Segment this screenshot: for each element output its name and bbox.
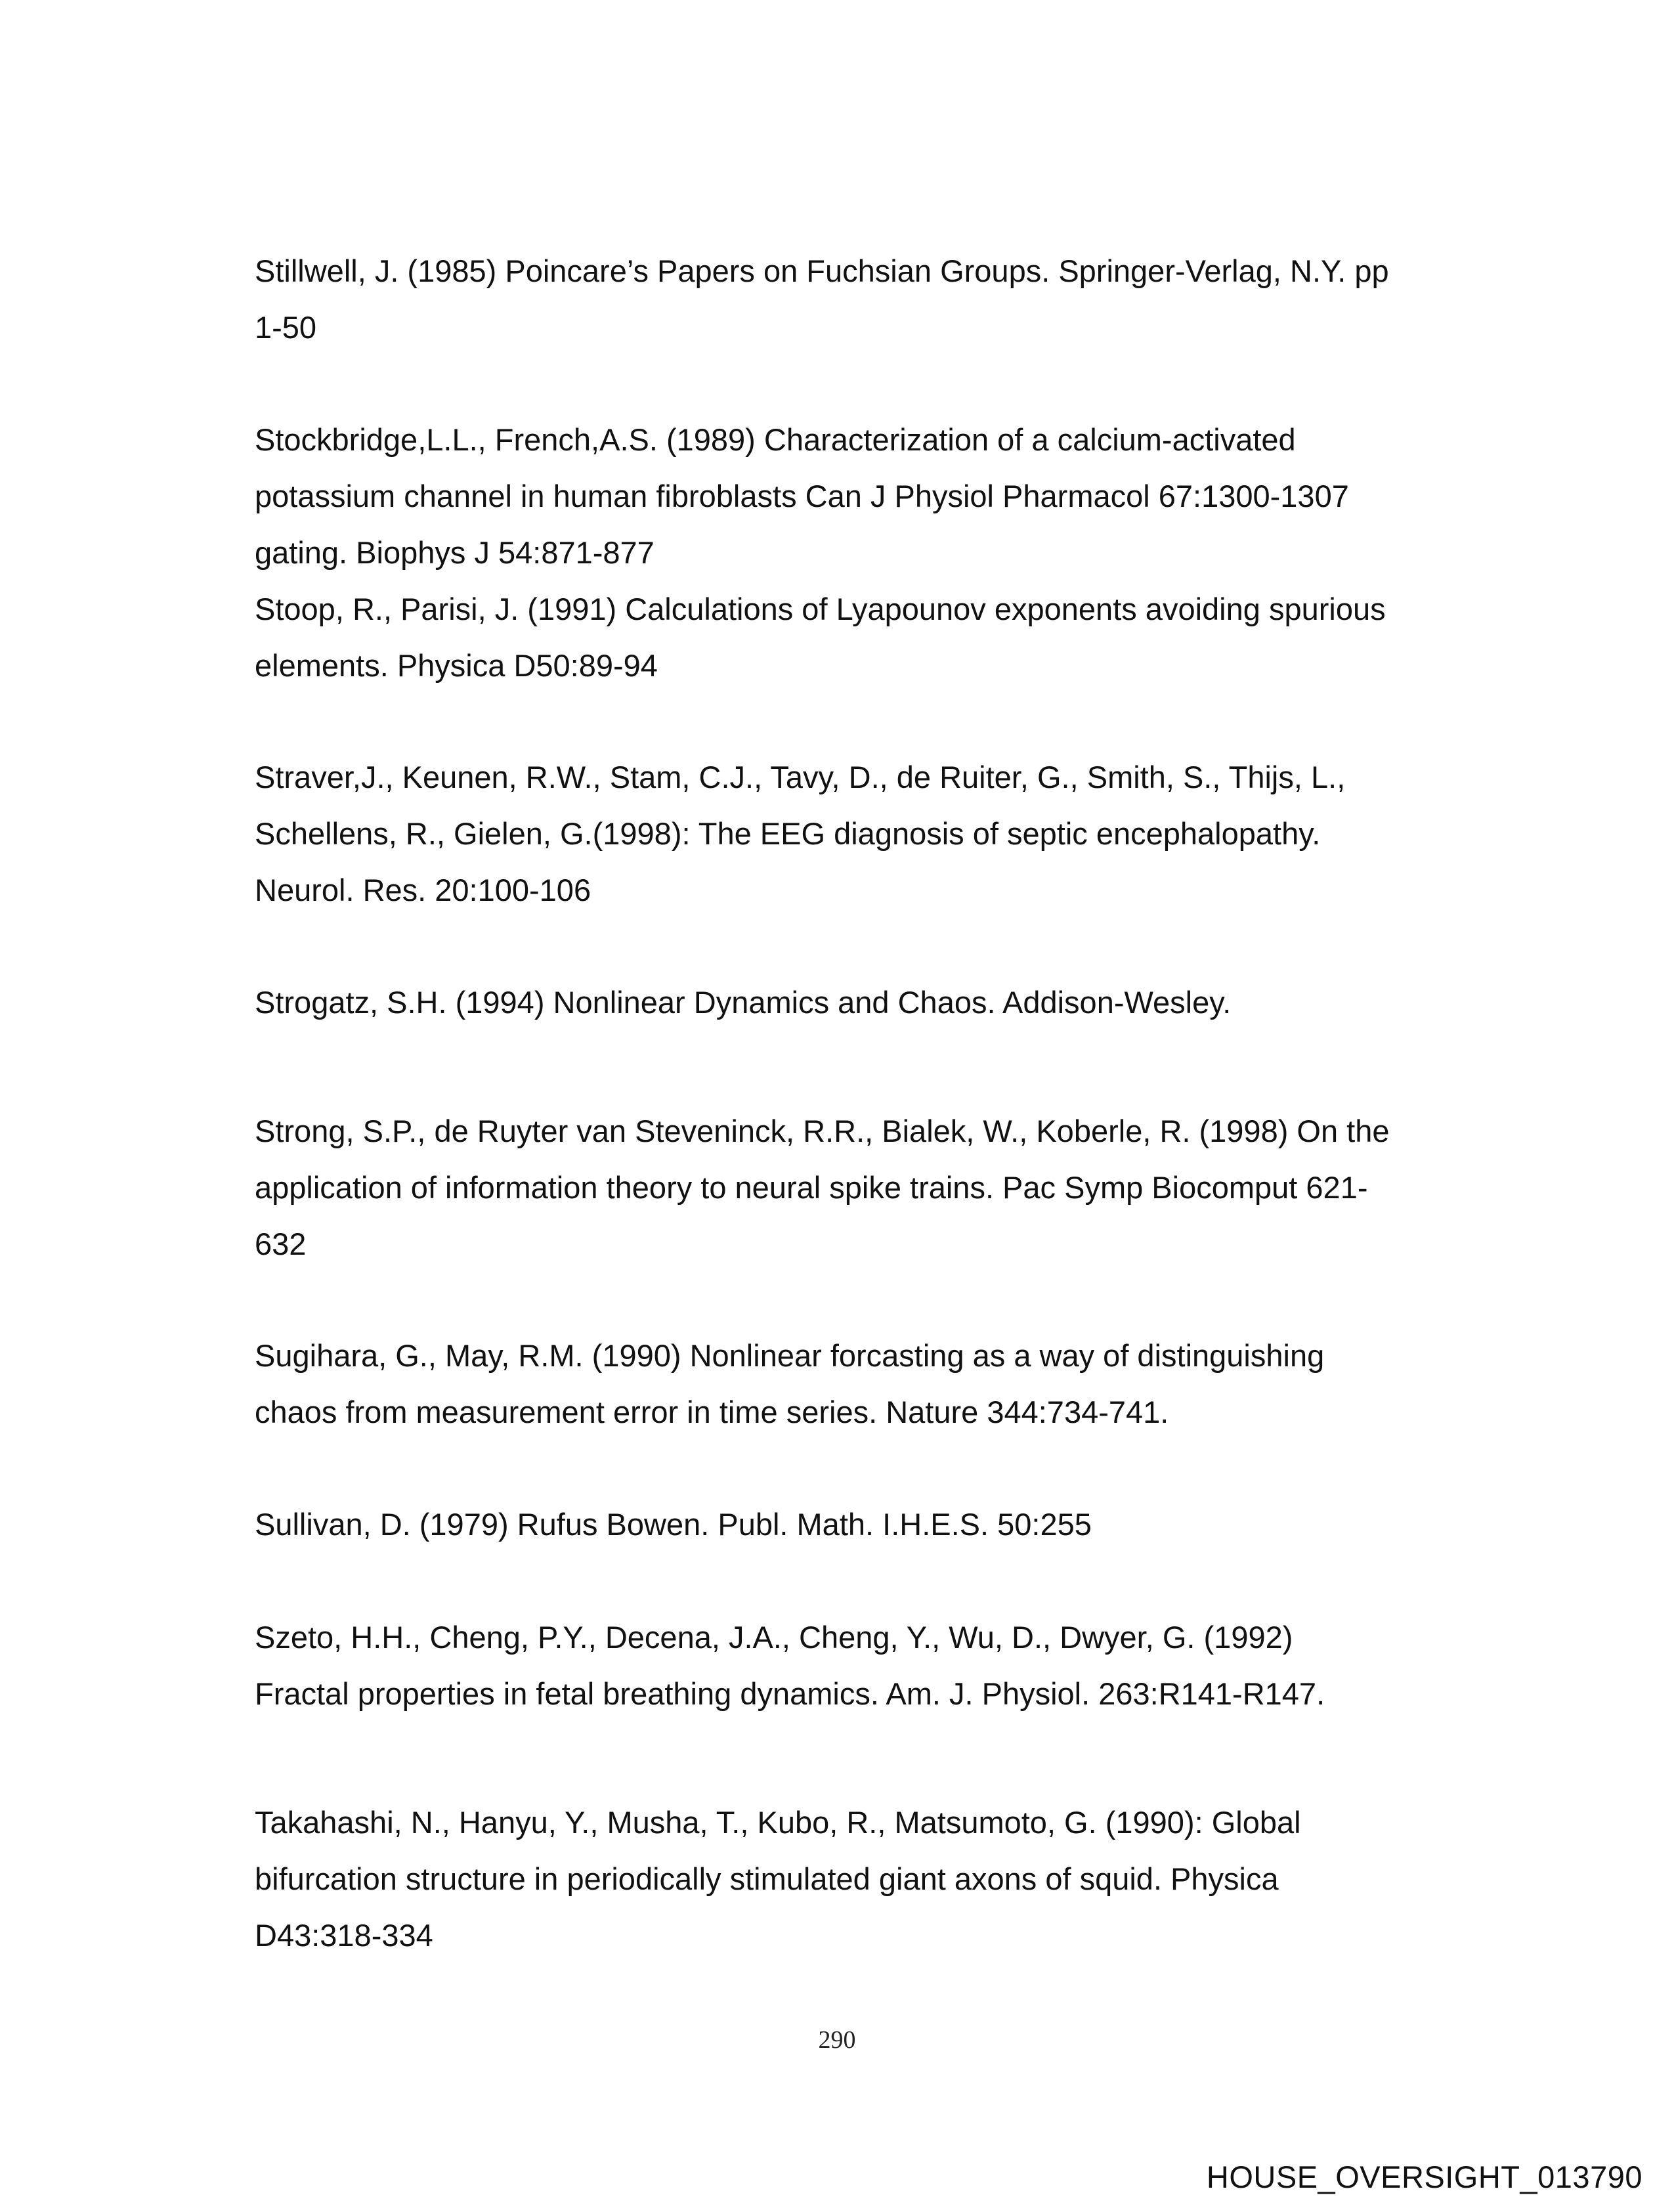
reference-line: Straver,J., Keunen, R.W., Stam, C.J., Tavy, D., de Ruiter, G., Smith, S., Thijs, L., bbox=[255, 760, 1346, 794]
reference-line: Neurol. Res. 20:100-106 bbox=[255, 873, 591, 907]
reference-line: Strong, S.P., de Ruyter van Steveninck, R.R., Bialek, W., Koberle, R. (1998) On the bbox=[255, 1114, 1390, 1148]
reference-sugihara bbox=[255, 1328, 1469, 1441]
reference-line: 1-50 bbox=[255, 310, 317, 345]
reference-sullivan bbox=[255, 1496, 1469, 1553]
reference-line: D43:318-334 bbox=[255, 1918, 433, 1953]
reference-line: gating. Biophys J 54:871-877 bbox=[255, 535, 655, 570]
reference-straver bbox=[255, 749, 1469, 919]
reference-line: potassium channel in human fibroblasts Can J Physiol Pharmacol 67:1300-1307 bbox=[255, 479, 1349, 513]
reference-line: Stillwell, J. (1985) Poincare’s Papers on Fuchsian Groups. Springer-Verlag, N.Y. pp bbox=[255, 253, 1389, 288]
reference-strong bbox=[255, 1103, 1469, 1272]
reference-line: Takahashi, N., Hanyu, Y., Musha, T., Kubo, R., Matsumoto, G. (1990): Global bbox=[255, 1805, 1301, 1840]
reference-line: 632 bbox=[255, 1226, 307, 1261]
reference-stillwell bbox=[255, 243, 1469, 356]
reference-strogatz bbox=[255, 974, 1469, 1031]
bates-stamp: HOUSE_OVERSIGHT_013790 bbox=[1206, 2159, 1642, 2194]
reference-line: Sullivan, D. (1979) Rufus Bowen. Publ. Math. I.H.E.S. 50:255 bbox=[255, 1507, 1092, 1542]
page-number: 290 bbox=[818, 2026, 856, 2054]
reference-line: Schellens, R., Gielen, G.(1998): The EEG diagnosis of septic encephalopathy. bbox=[255, 816, 1321, 851]
reference-stockbridge bbox=[255, 412, 1469, 581]
reference-line: Stockbridge,L.L., French,A.S. (1989) Characterization of a calcium-activated bbox=[255, 422, 1296, 457]
reference-line: Szeto, H.H., Cheng, P.Y., Decena, J.A., Cheng, Y., Wu, D., Dwyer, G. (1992) bbox=[255, 1620, 1293, 1655]
reference-line: Strogatz, S.H. (1994) Nonlinear Dynamics and Chaos. Addison-Wesley. bbox=[255, 985, 1232, 1020]
reference-line: bifurcation structure in periodically stimulated giant axons of squid. Physica bbox=[255, 1861, 1279, 1896]
reference-line: Fractal properties in fetal breathing dynamics. Am. J. Physiol. 263:R141-R147. bbox=[255, 1676, 1325, 1711]
reference-stoop bbox=[255, 581, 1469, 694]
reference-line: Sugihara, G., May, R.M. (1990) Nonlinear forcasting as a way of distinguishing bbox=[255, 1338, 1325, 1373]
reference-line: application of information theory to neural spike trains. Pac Symp Biocomput 621- bbox=[255, 1170, 1368, 1205]
reference-takahashi bbox=[255, 1794, 1469, 1964]
reference-szeto bbox=[255, 1609, 1469, 1722]
reference-line: Stoop, R., Parisi, J. (1991) Calculations of Lyapounov exponents avoiding spurious bbox=[255, 592, 1386, 626]
reference-line: elements. Physica D50:89-94 bbox=[255, 648, 658, 683]
reference-line: chaos from measurement error in time series. Nature 344:734-741. bbox=[255, 1395, 1169, 1429]
